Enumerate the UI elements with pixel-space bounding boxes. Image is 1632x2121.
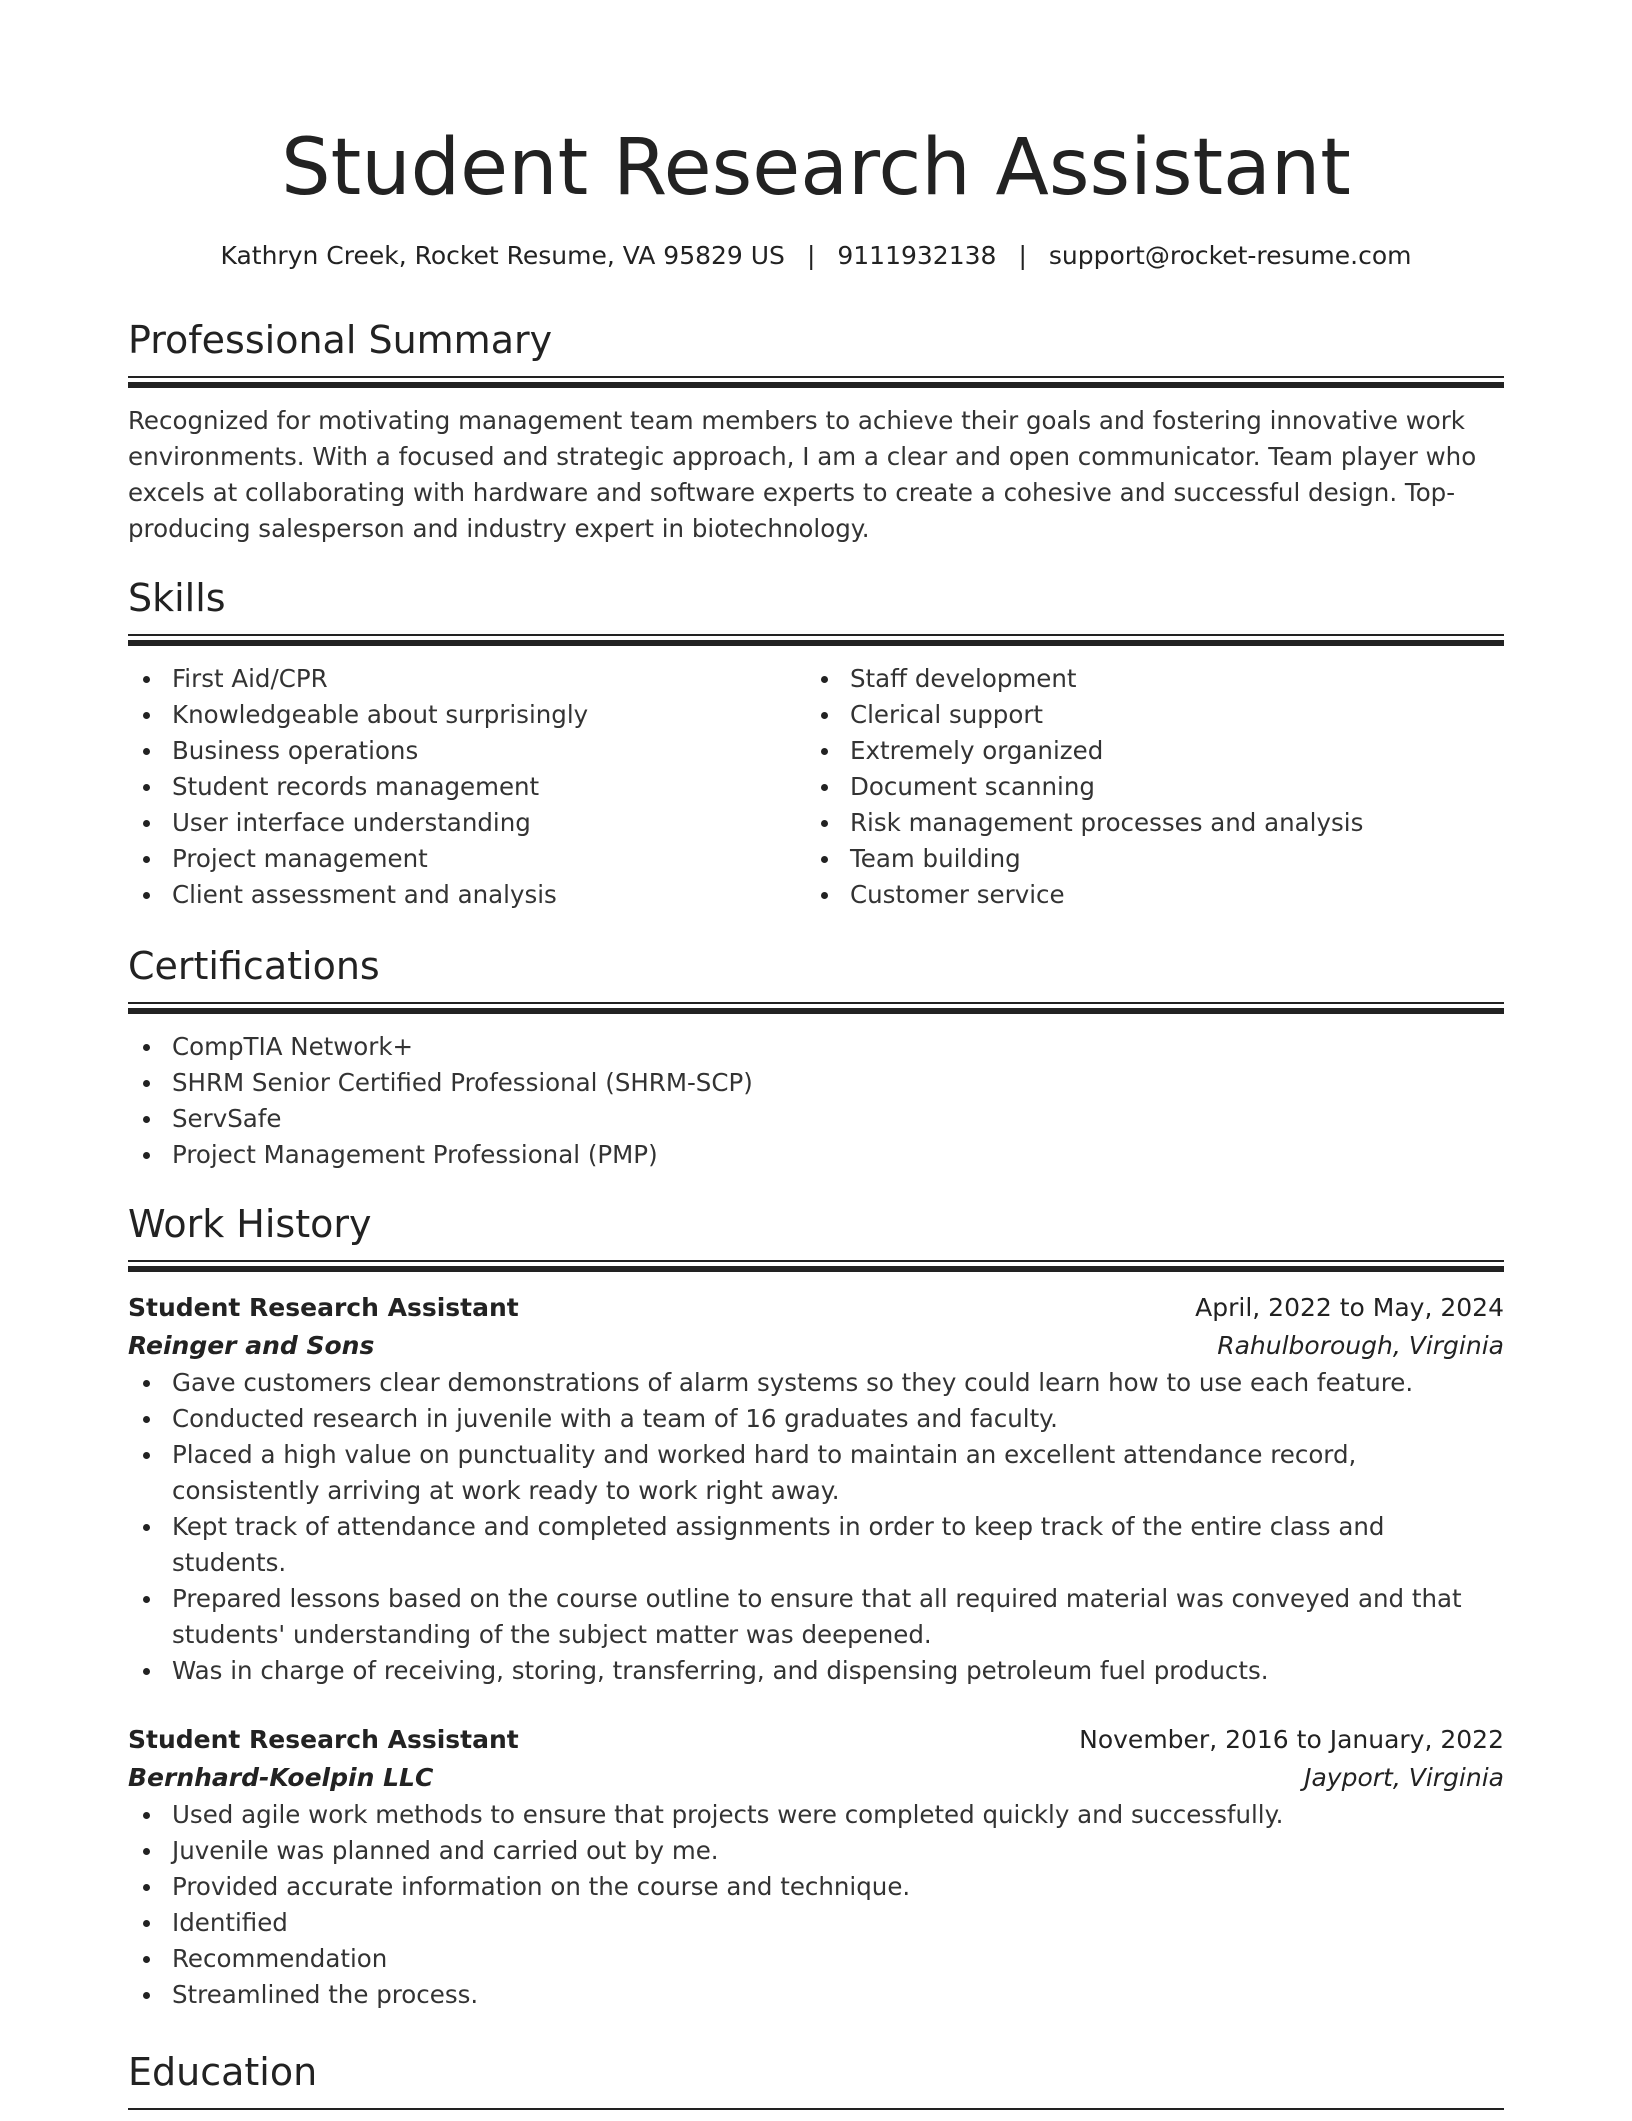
skill-item: First Aid/CPR xyxy=(128,661,806,697)
job-bullet: Conducted research in juvenile with a team of 16 graduates and faculty. xyxy=(128,1401,1504,1437)
contact-phone: 9111932138 xyxy=(837,241,997,270)
job-bullet: Prepared lessons based on the course outline to ensure that all required material was conveyed and that students' understanding of the subject matter was deepened. xyxy=(128,1581,1504,1653)
work-history-section xyxy=(128,1198,1504,2013)
section-heading-work: Work History xyxy=(128,1202,372,1246)
job-bullet: Juvenile was planned and carried out by me. xyxy=(128,1833,1504,1869)
certification-item: ServSafe xyxy=(128,1101,1504,1137)
section-divider xyxy=(128,1002,1504,1015)
job-header xyxy=(128,1289,1504,1365)
skill-item: Client assessment and analysis xyxy=(128,877,806,913)
skills-list-left xyxy=(128,661,806,913)
contact-separator: | xyxy=(1018,241,1027,270)
certification-item: SHRM Senior Certified Professional (SHRM-SCP) xyxy=(128,1065,1504,1101)
skill-item: Staff development xyxy=(806,661,1484,697)
job-entry xyxy=(128,1289,1504,1689)
job-dates: November, 2016 to January, 2022 xyxy=(1079,1725,1504,1754)
section-heading-certifications: Certifications xyxy=(128,944,380,988)
skill-item: Knowledgeable about surprisingly xyxy=(128,697,806,733)
resume-title: Student Research Assistant xyxy=(281,123,1351,213)
section-divider xyxy=(128,634,1504,647)
certifications-list xyxy=(128,1029,1504,1173)
skill-item: Extremely organized xyxy=(806,733,1484,769)
summary-section xyxy=(128,314,1504,547)
skills-section xyxy=(128,572,1504,913)
skill-item: Customer service xyxy=(806,877,1484,913)
certification-item: Project Management Professional (PMP) xyxy=(128,1137,1504,1173)
job-bullets xyxy=(128,1365,1504,1689)
skill-item: Document scanning xyxy=(806,769,1484,805)
job-bullet: Streamlined the process. xyxy=(128,1977,1504,2013)
skill-item: Team building xyxy=(806,841,1484,877)
section-heading-summary: Professional Summary xyxy=(128,318,553,362)
contact-line xyxy=(128,236,1504,276)
job-bullets xyxy=(128,1797,1504,2013)
job-company: Reinger and Sons xyxy=(128,1331,375,1360)
job-location: Rahulborough, Virginia xyxy=(1217,1331,1504,1360)
job-title: Student Research Assistant xyxy=(128,1725,519,1754)
job-title: Student Research Assistant xyxy=(128,1293,519,1322)
skill-item: Clerical support xyxy=(806,697,1484,733)
section-divider xyxy=(128,376,1504,389)
section-heading-skills: Skills xyxy=(128,576,226,620)
job-bullet: Identified xyxy=(128,1905,1504,1941)
education-section xyxy=(128,2046,1504,2121)
skills-list-right xyxy=(806,661,1484,913)
contact-address: Kathryn Creek, Rocket Resume, VA 95829 US xyxy=(220,241,785,270)
section-divider xyxy=(128,2108,1504,2121)
section-heading-education: Education xyxy=(128,2050,318,2094)
job-bullet: Placed a high value on punctuality and worked hard to maintain an excellent attendance record, consistently arriving at work ready to work right away. xyxy=(128,1437,1504,1509)
job-bullet: Was in charge of receiving, storing, transferring, and dispensing petroleum fuel products. xyxy=(128,1653,1504,1689)
certification-item: CompTIA Network+ xyxy=(128,1029,1504,1065)
job-bullet: Gave customers clear demonstrations of alarm systems so they could learn how to use each feature. xyxy=(128,1365,1504,1401)
skill-item: Project management xyxy=(128,841,806,877)
job-location: Jayport, Virginia xyxy=(1304,1763,1504,1792)
job-bullet: Provided accurate information on the course and technique. xyxy=(128,1869,1504,1905)
skill-item: Risk management processes and analysis xyxy=(806,805,1484,841)
skill-item: User interface understanding xyxy=(128,805,806,841)
job-bullet: Used agile work methods to ensure that projects were completed quickly and successfully. xyxy=(128,1797,1504,1833)
job-entry xyxy=(128,1721,1504,2013)
contact-separator: | xyxy=(806,241,816,270)
job-bullet: Kept track of attendance and completed assignments in order to keep track of the entire class and students. xyxy=(128,1509,1504,1581)
certifications-section xyxy=(128,940,1504,1173)
summary-text: Recognized for motivating management team members to achieve their goals and fostering innovative work environments. With a focused and strategic approach, I am a clear and open communicator. Team player who excels at collaborating with hardware and software experts to create a cohesive and successful design. Top-producing salesperson and industry expert in biotechnology. xyxy=(128,406,1477,543)
skill-item: Student records management xyxy=(128,769,806,805)
job-header xyxy=(128,1721,1504,1797)
skills-columns xyxy=(128,661,1504,913)
contact-email: support@rocket-resume.com xyxy=(1048,241,1412,270)
skill-item: Business operations xyxy=(128,733,806,769)
section-divider xyxy=(128,1260,1504,1273)
job-dates: April, 2022 to May, 2024 xyxy=(1195,1293,1504,1322)
job-bullet: Recommendation xyxy=(128,1941,1504,1977)
job-company: Bernhard-Koelpin LLC xyxy=(128,1763,434,1792)
